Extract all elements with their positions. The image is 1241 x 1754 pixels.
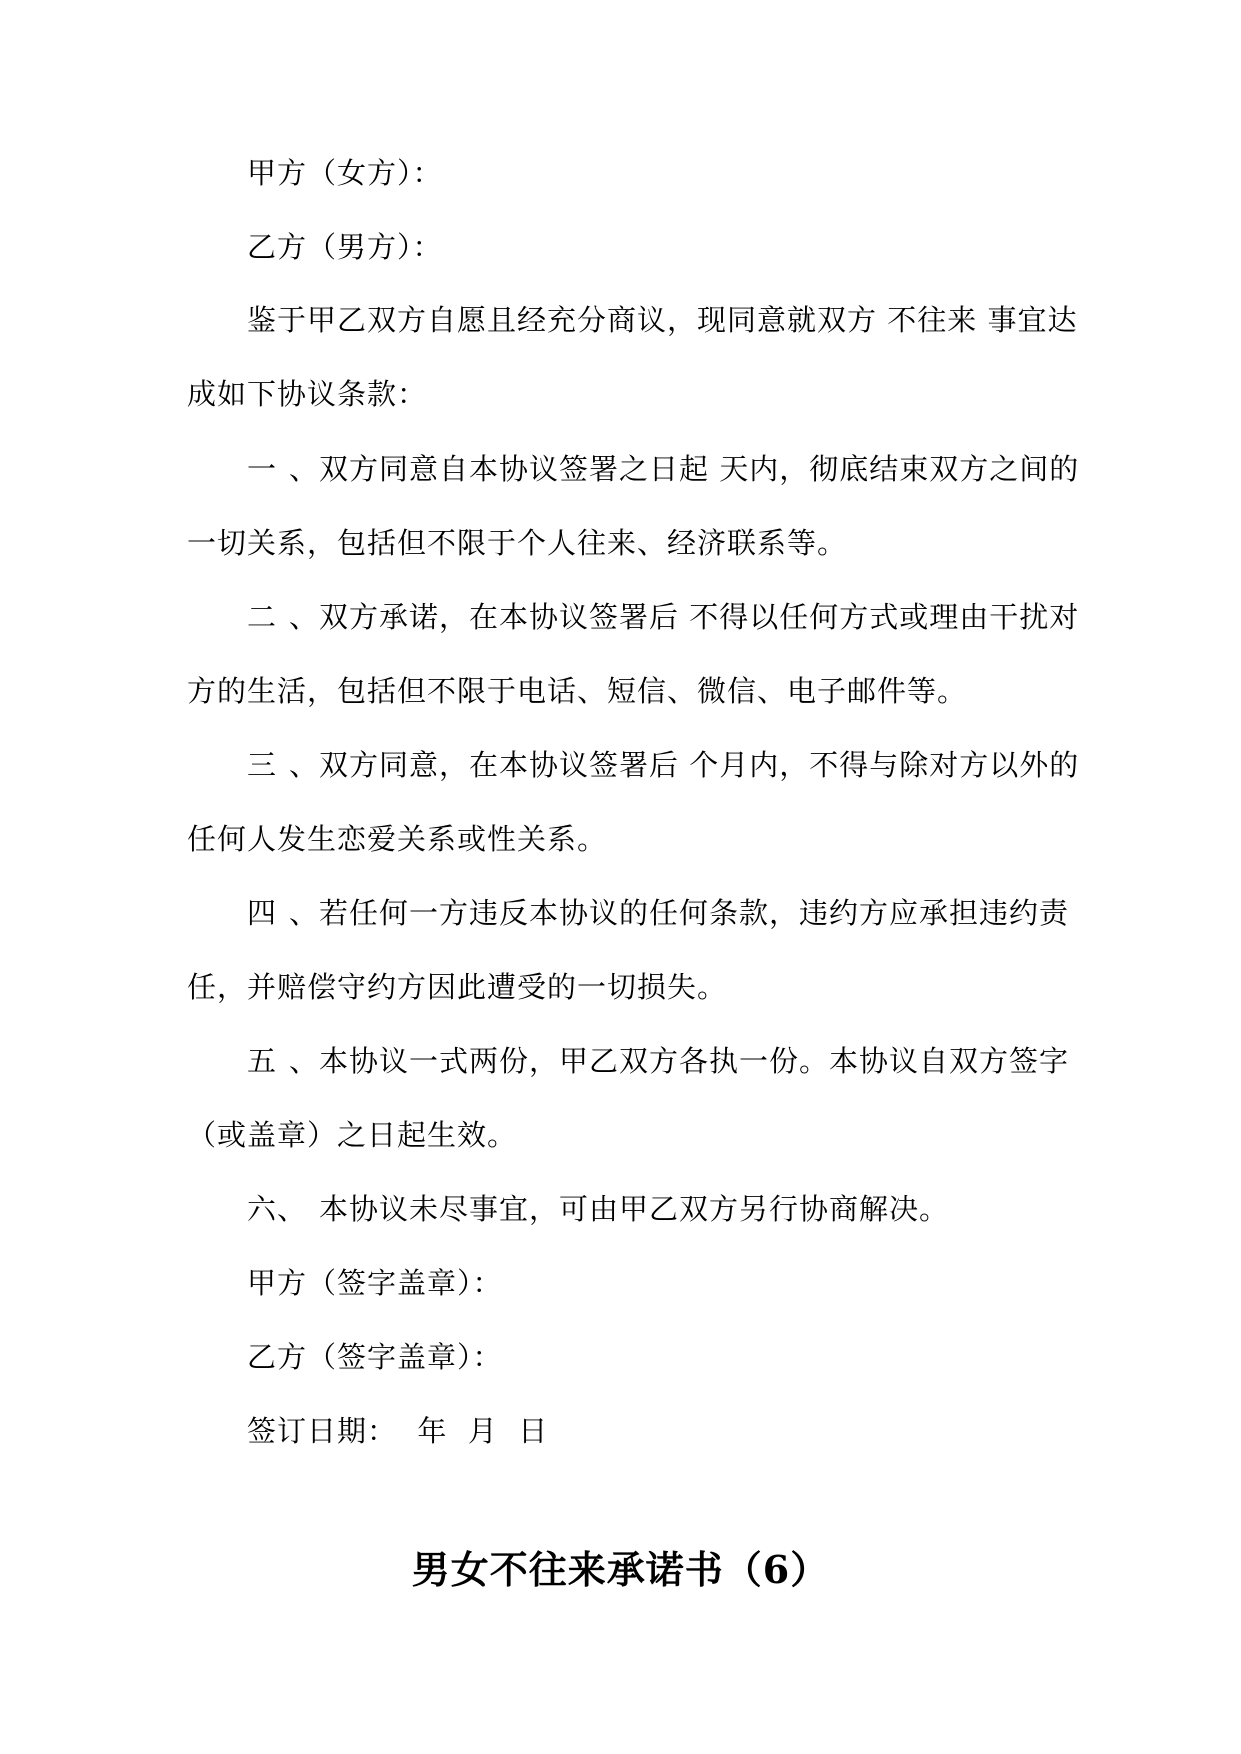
clause-1-text: 双方同意自本协议签署之日起 天内，彻底结束双方之间的 (319, 452, 1080, 486)
clause-4-text: 若任何一方违反本协议的任何条款，违约方应承担违约责 (319, 896, 1070, 930)
signature-party-a: 甲方（签字盖章）： (247, 1266, 503, 1300)
clause-2-line-1 (247, 597, 1080, 637)
clause-3-line-2: 任何人发生恋爱关系或性关系。 (187, 822, 608, 856)
next-section-title: 男女不往来承诺书（6） (411, 1547, 830, 1592)
sign-date: 签订日期： 年 月 日 (247, 1414, 549, 1448)
clause-4-number: 四、 (247, 896, 319, 930)
preamble-line-1: 鉴于甲乙双方自愿且经充分商议，现同意就双方 不往来 事宜达 (247, 303, 1078, 337)
clause-3-text: 双方同意，在本协议签署后 个月内，不得与除对方以外的 (319, 748, 1080, 782)
preamble-line-2: 成如下协议条款： (187, 377, 428, 411)
clause-2-number: 二、 (247, 600, 319, 634)
clause-2-line-2: 方的生活，包括但不限于电话、短信、微信、电子邮件等。 (187, 674, 968, 708)
clause-2-text: 双方承诺，在本协议签署后 不得以任何方式或理由干扰对 (319, 600, 1080, 634)
clause-5-text: 本协议一式两份，甲乙双方各执一份。本协议自双方签字 (319, 1044, 1070, 1078)
clause-1-number: 一、 (247, 452, 319, 486)
party-b-field: 乙方（男方）： (247, 230, 443, 264)
clause-6-line-1 (247, 1189, 949, 1229)
clause-5-line-2: （或盖章）之日起生效。 (187, 1118, 518, 1152)
clause-6-number: 六、 (247, 1192, 308, 1226)
clause-4-line-2: 任，并赔偿守约方因此遭受的一切损失。 (187, 970, 728, 1004)
clause-3-line-1 (247, 745, 1080, 785)
clause-5-number: 五、 (247, 1044, 319, 1078)
clause-3-number: 三、 (247, 748, 319, 782)
signature-party-b: 乙方（签字盖章）： (247, 1340, 503, 1374)
clause-6-text: 本协议未尽事宜，可由甲乙双方另行协商解决。 (319, 1192, 950, 1226)
clause-5-line-1 (247, 1041, 1070, 1081)
clause-1-line-2: 一切关系，包括但不限于个人往来、经济联系等。 (187, 526, 848, 560)
clause-1-line-1 (247, 449, 1080, 489)
clause-4-line-1 (247, 893, 1070, 933)
party-a-field: 甲方（女方）： (247, 156, 443, 190)
